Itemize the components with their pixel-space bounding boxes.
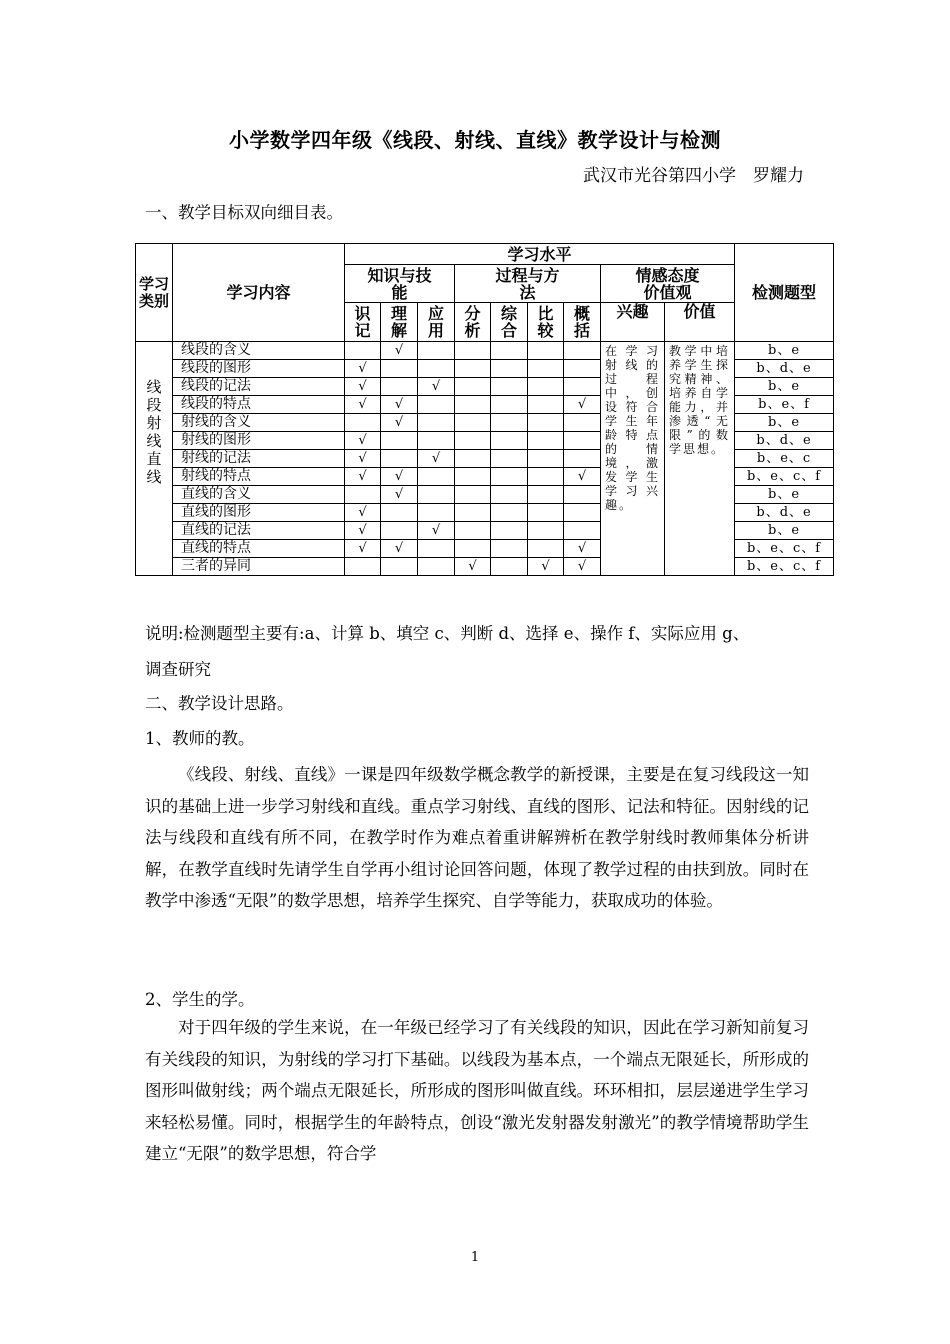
check-cell xyxy=(491,396,528,414)
check-cell: √ xyxy=(528,558,564,576)
check-cell xyxy=(381,360,418,378)
header-level-text: 学习水平 xyxy=(507,244,572,264)
check-cell xyxy=(491,432,528,450)
check-cell xyxy=(491,342,528,360)
category-text: 线段射线直线 xyxy=(146,378,162,486)
topic-cell: 直线的记法 xyxy=(173,522,345,540)
objectives-table xyxy=(135,243,834,576)
check-cell: √ xyxy=(345,432,381,450)
header-category xyxy=(136,244,173,342)
check-cell xyxy=(564,378,601,396)
check-cell xyxy=(418,360,455,378)
check-cell: √ xyxy=(455,558,491,576)
header-sub-apply xyxy=(418,303,455,342)
check-cell: √ xyxy=(418,450,455,468)
check-cell xyxy=(491,522,528,540)
header-level xyxy=(345,244,735,265)
header-sub-understand xyxy=(381,303,418,342)
check-cell xyxy=(381,504,418,522)
check-cell xyxy=(455,540,491,558)
test-type-cell: b、e、c、f xyxy=(735,558,834,576)
header-category-text: 学习类别 xyxy=(138,274,169,310)
note-line-2: 调查研究 xyxy=(145,660,211,679)
topic-cell: 直线的含义 xyxy=(173,486,345,504)
check-cell xyxy=(455,522,491,540)
header-knowledge-text: 知识与技能 xyxy=(367,265,432,302)
check-cell xyxy=(381,450,418,468)
check-cell: √ xyxy=(564,558,601,576)
check-cell: √ xyxy=(381,540,418,558)
header-test-type-text: 检测题型 xyxy=(752,283,817,302)
check-cell xyxy=(345,558,381,576)
topic-cell: 线段的特点 xyxy=(173,396,345,414)
check-cell xyxy=(381,432,418,450)
topic-cell: 线段的含义 xyxy=(173,342,345,360)
check-cell xyxy=(564,486,601,504)
check-cell: √ xyxy=(381,396,418,414)
check-cell xyxy=(455,342,491,360)
test-type-cell: b、d、e xyxy=(735,432,834,450)
check-cell xyxy=(491,486,528,504)
check-cell xyxy=(491,414,528,432)
header-sub-interest xyxy=(601,303,665,342)
check-cell xyxy=(345,414,381,432)
check-cell: √ xyxy=(345,378,381,396)
check-cell xyxy=(455,450,491,468)
header-sub-summarize xyxy=(564,303,601,342)
check-cell xyxy=(418,414,455,432)
header-emotion xyxy=(601,265,735,303)
check-cell xyxy=(528,450,564,468)
check-cell xyxy=(381,378,418,396)
test-type-cell: b、e、c、f xyxy=(735,468,834,486)
check-cell xyxy=(528,414,564,432)
test-type-cell: b、e xyxy=(735,486,834,504)
check-cell xyxy=(418,504,455,522)
check-cell xyxy=(418,468,455,486)
check-cell xyxy=(491,468,528,486)
check-cell xyxy=(381,522,418,540)
header-emotion-text: 情感态度价值观 xyxy=(635,265,700,302)
check-cell: √ xyxy=(345,396,381,414)
header-sub-value-text: 价值 xyxy=(683,302,716,321)
topic-cell: 线段的图形 xyxy=(173,360,345,378)
topic-cell: 射线的图形 xyxy=(173,432,345,450)
test-type-cell: b、e xyxy=(735,342,834,360)
subheading-student: 2、学生的学。 xyxy=(145,990,255,1009)
check-cell xyxy=(528,486,564,504)
header-sub-summarize-text: 概括 xyxy=(573,304,590,340)
category-cell xyxy=(136,342,173,576)
check-cell xyxy=(491,504,528,522)
check-cell: √ xyxy=(345,468,381,486)
check-cell xyxy=(418,432,455,450)
topic-cell: 直线的图形 xyxy=(173,504,345,522)
check-cell xyxy=(455,396,491,414)
paragraph-student: 对于四年级的学生来说，在一年级已经学习了有关线段的知识，因此在学习新知前复习有关线段的知识，为射线的学习打下基础。以线段为基本点，一个端点无限延长，所形成的图形叫做射线；两个端点无限延长，所形成的图形叫做直线。环环相扣，层层递进学生学习来轻松易懂。同时，根据学生的年龄特点，创设“激光发射器发射激光”的教学情境帮助学生建立“无限”的数学思想，符合学 xyxy=(145,1018,809,1163)
check-cell xyxy=(491,378,528,396)
check-cell xyxy=(564,450,601,468)
check-cell xyxy=(345,342,381,360)
header-sub-compare-text: 比较 xyxy=(537,304,554,340)
check-cell xyxy=(528,468,564,486)
subheading-teacher: 1、教师的教。 xyxy=(145,729,255,748)
header-sub-synthesize xyxy=(491,303,528,342)
header-sub-apply-text: 应用 xyxy=(427,304,444,340)
test-type-cell: b、e xyxy=(735,378,834,396)
check-cell: √ xyxy=(345,522,381,540)
topic-cell: 射线的含义 xyxy=(173,414,345,432)
check-cell: √ xyxy=(345,360,381,378)
check-cell: √ xyxy=(564,468,601,486)
check-cell xyxy=(455,468,491,486)
test-type-cell: b、e、f xyxy=(735,396,834,414)
test-type-cell: b、e xyxy=(735,414,834,432)
check-cell xyxy=(455,360,491,378)
note-line-1: 说明:检测题型主要有:a、计算 b、填空 c、判断 d、选择 e、操作 f、实际应用 g、 xyxy=(145,624,750,643)
check-cell xyxy=(528,504,564,522)
check-cell xyxy=(564,360,601,378)
check-cell xyxy=(418,396,455,414)
check-cell xyxy=(418,486,455,504)
topic-cell: 射线的记法 xyxy=(173,450,345,468)
header-sub-compare xyxy=(528,303,564,342)
header-sub-value xyxy=(665,303,735,342)
header-sub-understand-text: 理解 xyxy=(390,304,407,340)
check-cell xyxy=(528,342,564,360)
check-cell xyxy=(455,504,491,522)
header-process-text: 过程与方法 xyxy=(495,265,560,302)
check-cell xyxy=(491,540,528,558)
header-content-text: 学习内容 xyxy=(226,283,291,302)
check-cell xyxy=(528,360,564,378)
check-cell xyxy=(491,558,528,576)
header-sub-synthesize-text: 综合 xyxy=(500,304,517,340)
check-cell xyxy=(528,378,564,396)
header-sub-analyze-text: 分析 xyxy=(464,304,481,340)
header-sub-analyze xyxy=(455,303,491,342)
section-heading-2: 二、教学设计思路。 xyxy=(145,694,294,713)
topic-cell: 射线的特点 xyxy=(173,468,345,486)
check-cell xyxy=(418,540,455,558)
check-cell xyxy=(528,396,564,414)
check-cell xyxy=(528,540,564,558)
document-title: 小学数学四年级《线段、射线、直线》教学设计与检测 xyxy=(229,128,721,152)
check-cell xyxy=(345,486,381,504)
check-cell: √ xyxy=(564,396,601,414)
author-line: 武汉市光谷第四小学 罗耀力 xyxy=(583,166,804,186)
check-cell: √ xyxy=(345,450,381,468)
header-sub-interest-text: 兴趣 xyxy=(616,302,649,321)
value-cell: 教学中培养学生探究精神、培养自学能力，并渗透“无限”的数学思想。 xyxy=(665,342,735,576)
test-type-cell: b、d、e xyxy=(735,504,834,522)
check-cell xyxy=(528,522,564,540)
check-cell xyxy=(564,342,601,360)
check-cell: √ xyxy=(381,342,418,360)
check-cell xyxy=(455,378,491,396)
check-cell: √ xyxy=(564,540,601,558)
topic-cell: 直线的特点 xyxy=(173,540,345,558)
check-cell xyxy=(564,414,601,432)
check-cell xyxy=(491,360,528,378)
check-cell: √ xyxy=(381,468,418,486)
check-cell xyxy=(418,558,455,576)
check-cell xyxy=(564,522,601,540)
check-cell: √ xyxy=(345,504,381,522)
check-cell xyxy=(491,450,528,468)
check-cell: √ xyxy=(418,522,455,540)
page-number: 1 xyxy=(470,1250,480,1265)
table-row xyxy=(136,342,834,360)
check-cell xyxy=(381,558,418,576)
header-knowledge xyxy=(345,265,455,303)
check-cell xyxy=(528,432,564,450)
header-test-type xyxy=(735,244,834,342)
check-cell: √ xyxy=(345,540,381,558)
check-cell xyxy=(455,486,491,504)
check-cell: √ xyxy=(418,378,455,396)
check-cell xyxy=(455,414,491,432)
header-content xyxy=(173,244,345,342)
paragraph-teacher: 《线段、射线、直线》一课是四年级数学概念教学的新授课，主要是在复习线段这一知识的基础上进一步学习射线和直线。重点学习射线、直线的图形、记法和特征。因射线的记法与线段和直线有所不同，在教学时作为难点着重讲解辨析在教学射线时教师集体分析讲解，在教学直线时先请学生自学再小组讨论回答问题，体现了教学过程的由扶到放。同时在教学中渗透“无限”的数学思想，培养学生探究、自学等能力，获取成功的体验。 xyxy=(145,765,809,910)
test-type-cell: b、e、c、f xyxy=(735,540,834,558)
test-type-cell: b、e、c xyxy=(735,450,834,468)
check-cell xyxy=(418,342,455,360)
check-cell: √ xyxy=(381,414,418,432)
check-cell: √ xyxy=(381,486,418,504)
test-type-cell: b、d、e xyxy=(735,360,834,378)
topic-cell: 线段的记法 xyxy=(173,378,345,396)
check-cell xyxy=(564,504,601,522)
header-sub-recall-text: 识记 xyxy=(354,304,371,340)
header-process xyxy=(455,265,601,303)
section-heading-1: 一、教学目标双向细目表。 xyxy=(145,203,343,222)
check-cell xyxy=(564,432,601,450)
test-type-cell: b、e xyxy=(735,522,834,540)
interest-cell: 在学习射线的过程中，创设符合学生年龄特点的情境，激发学生学习兴趣。 xyxy=(601,342,665,576)
topic-cell: 三者的异同 xyxy=(173,558,345,576)
header-sub-recall xyxy=(345,303,381,342)
check-cell xyxy=(455,432,491,450)
